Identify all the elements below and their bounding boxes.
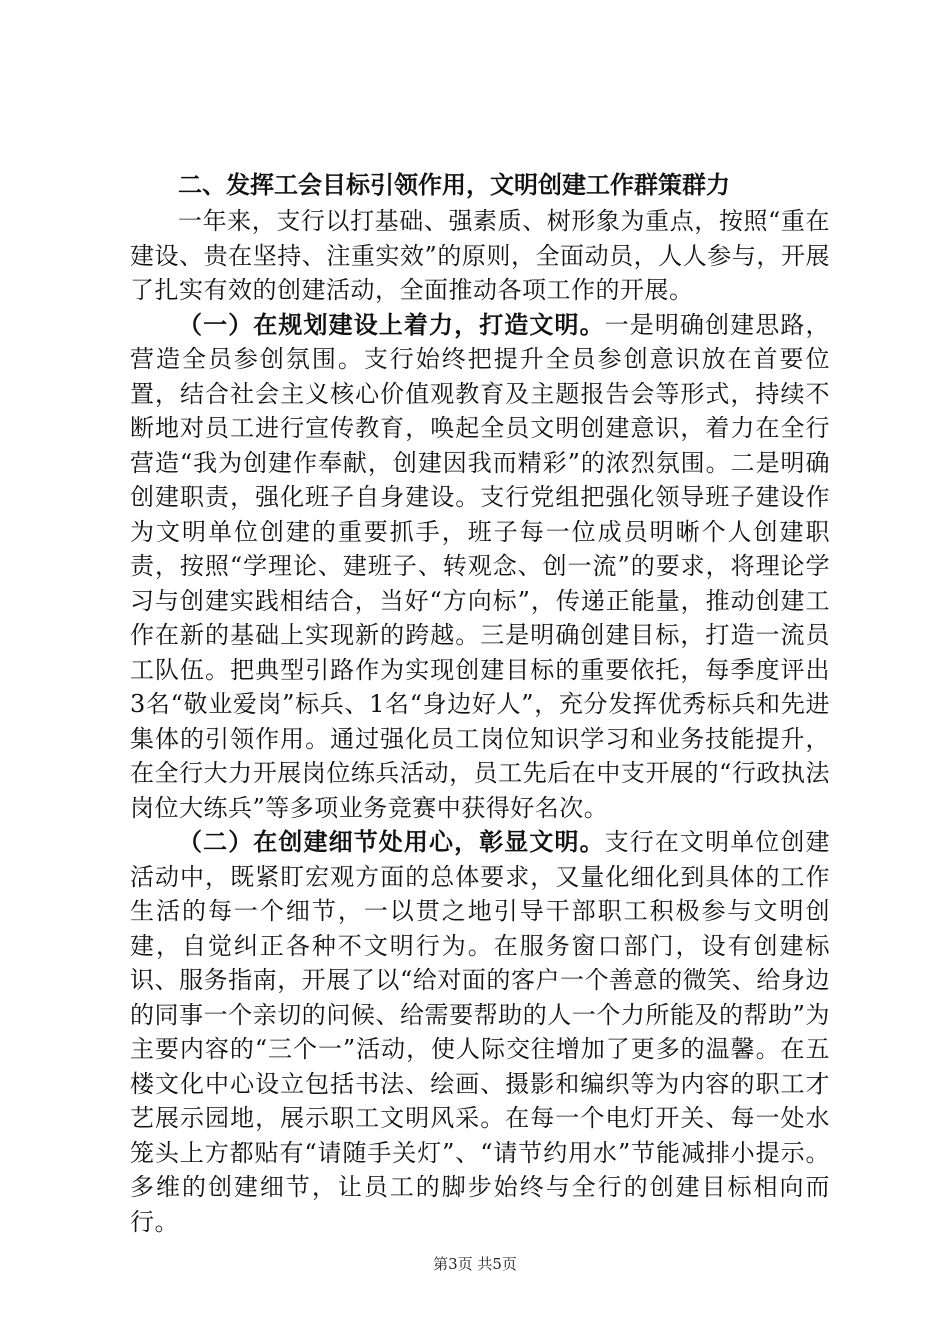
page-footer: 第3页 共5页 [433, 1255, 517, 1273]
document-page [130, 168, 830, 1239]
paragraph-details [130, 825, 830, 1239]
section-heading: 二、发挥工会目标引领作用，文明创建工作群策群力 [178, 170, 730, 199]
paragraph-text: 一年来，支行以打基础、强素质、树形象为重点，按照“重在建设、贵在坚持、注重实效”的原则，全面动员，人人参与，开展了扎实有效的创建活动，全面推动各项工作的开展。 [130, 207, 830, 304]
paragraph-planning [130, 308, 830, 826]
paragraph-text: 支行在文明单位创建活动中，既紧盯宏观方面的总体要求，又量化细化到具体的工作生活的每一个细节，一以贯之地引导干部职工积极参与文明创建，自觉纠正各种不文明行为。在服务窗口部门，设有创建标识、服务指南，开展了以“给对面的客户一个善意的微笑、给身边的同事一个亲切的问候、给需要帮助的人一个力所能及的帮助”为主要内容的“三个一”活动，使人际交往增加了更多的温馨。在五楼文化中心设立包括书法、绘画、摄影和编织等为内容的职工才艺展示园地，展示职工文明风采。在每一个电灯开关、每一处水笼头上方都贴有“请随手关灯”、“请节约用水”节能减排小提示。多维的创建细节，让员工的脚步始终与全行的创建目标相向而行。 [130, 828, 831, 1236]
paragraph-intro [130, 204, 830, 308]
paragraph-lead: （一）在规划建设上着力，打造文明。 [178, 309, 605, 339]
paragraph-text: 一是明确创建思路，营造全员参创氛围。支行始终把提升全员参创意识放在首要位置，结合社会主义核心价值观教育及主题报告会等形式，持续不断地对员工进行宣传教育，唤起全员文明创建意识，着力在全行营造“我为创建作奉献，创建因我而精彩”的浓烈氛围。二是明确创建职责，强化班子自身建设。支行党组把强化领导班子建设作为文明单位创建的重要抓手，班子每一位成员明晰个人创建职责，按照“学理论、建班子、转观念、创一流”的要求，将理论学习与创建实践相结合，当好“方向标”，传递正能量，推动创建工作在新的基础上实现新的跨越。三是明确创建目标，打造一流员工队伍。把典型引路作为实现创建目标的重要依托，每季度评出3名“敬业爱岗”标兵、1名“身边好人”，充分发挥优秀标兵和先进集体的引领作用。通过强化员工岗位知识学习和业务技能提升，在全行大力开展岗位练兵活动，员工先后在中支开展的“行政执法岗位大练兵”等多项业务竞赛中获得好名次。 [130, 310, 831, 822]
paragraph-lead: （二）在创建细节处用心，彰显文明。 [178, 827, 605, 856]
